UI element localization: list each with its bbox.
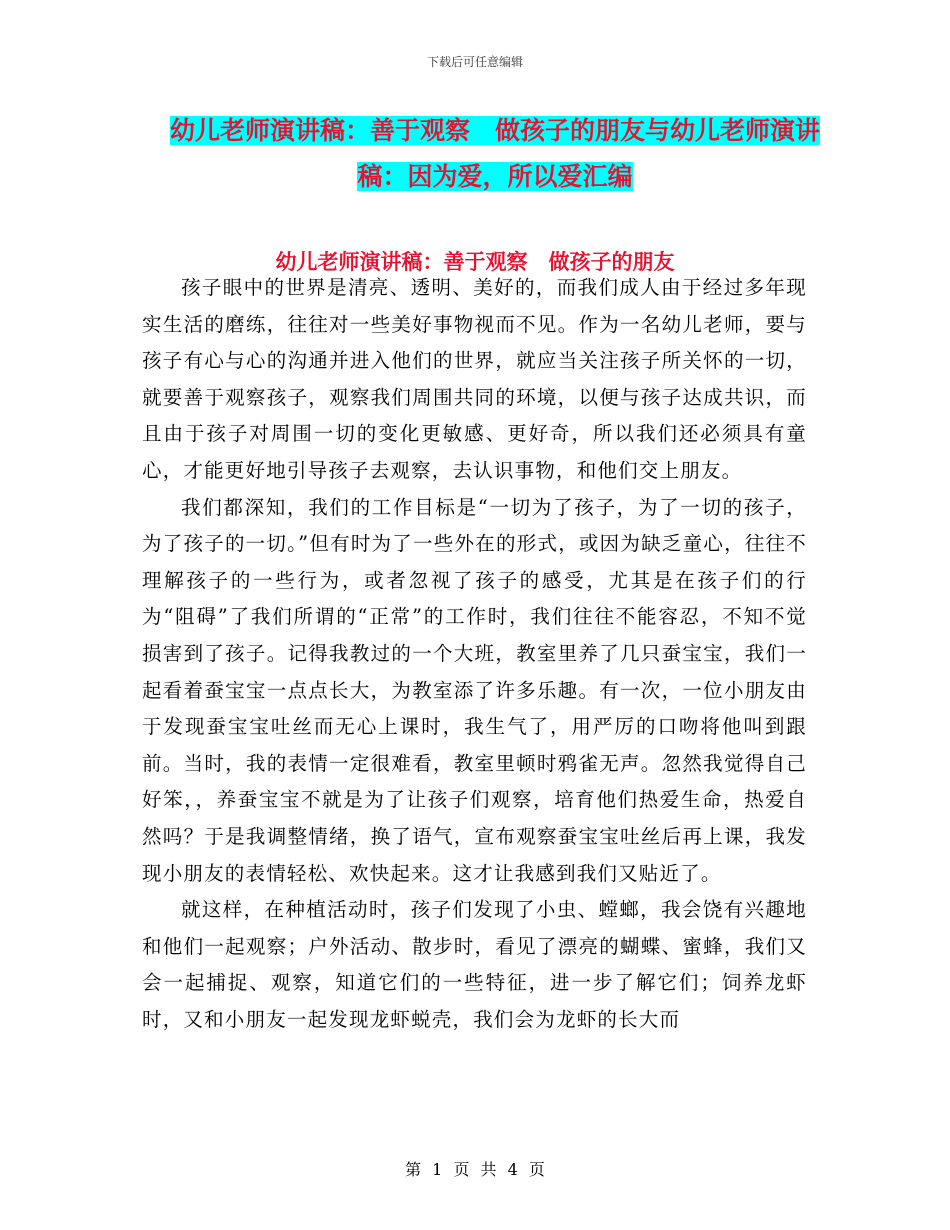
- document-title-text: 幼儿老师演讲稿：善于观察 做孩子的朋友与幼儿老师演讲稿：因为爱，所以爱汇编: [169, 116, 820, 191]
- page-footer: 第 1 页 共 4 页: [405, 1160, 545, 1179]
- paragraph-2: 我们都深知，我们的工作目标是“一切为了孩子，为了一切的孩子，为了孩子的一切。”但有时为了一些外在的形式，或因为缺乏童心，往往不理解孩子的一些行为，或者忽视了孩子的感受，尤其是在孩子们的行为“阻碍”了我们所谓的“正常”的工作时，我们往往不能容忍，不知不觉损害到了孩子。记得我教过的一个大班，教室里养了几只蚕宝宝，我们一起看着蚕宝宝一点点长大，为教室添了许多乐趣。有一次，一位小朋友由于发现蚕宝宝吐丝而无心上课时，我生气了，用严厉的口吻将他叫到跟前。当时，我的表情一定很难看，教室里顿时鸦雀无声。忽然我觉得自己好笨，，养蚕宝宝不就是为了让孩子们观察，培育他们热爱生命，热爱自然吗？于是我调整情绪，换了语气，宣布观察蚕宝宝吐丝后再上课，我发现小朋友的表情轻松、欢快起来。这才让我感到我们又贴近了。: [142, 495, 807, 885]
- document-title: [160, 108, 830, 200]
- paragraph-3: 就这样，在种植活动时，孩子们发现了小虫、螳螂，我会饶有兴趣地和他们一起观察；户外活动、散步时，看见了漂亮的蝴蝶、蜜蜂，我们又会一起捕捉、观察，知道它们的一些特征，进一步了解它们；饲养龙虾时，又和小朋友一起发现龙虾蜕壳，我们会为龙虾的长大而: [142, 898, 807, 1031]
- section-title: 幼儿老师演讲稿：善于观察 做孩子的朋友: [275, 249, 675, 274]
- body-text: [142, 270, 807, 1038]
- header-note: 下载后可任意编辑: [426, 55, 523, 69]
- paragraph-1: 孩子眼中的世界是清亮、透明、美好的，而我们成人由于经过多年现实生活的磨练，往往对一些美好事物视而不见。作为一名幼儿老师，要与孩子有心与心的沟通并进入他们的世界，就应当关注孩子所关怀的一切，就要善于观察孩子，观察我们周围共同的环境，以便与孩子达成共识，而且由于孩子对周围一切的变化更敏感、更好奇，所以我们还必须具有童心，才能更好地引导孩子去观察，去认识事物，和他们交上朋友。: [142, 276, 807, 482]
